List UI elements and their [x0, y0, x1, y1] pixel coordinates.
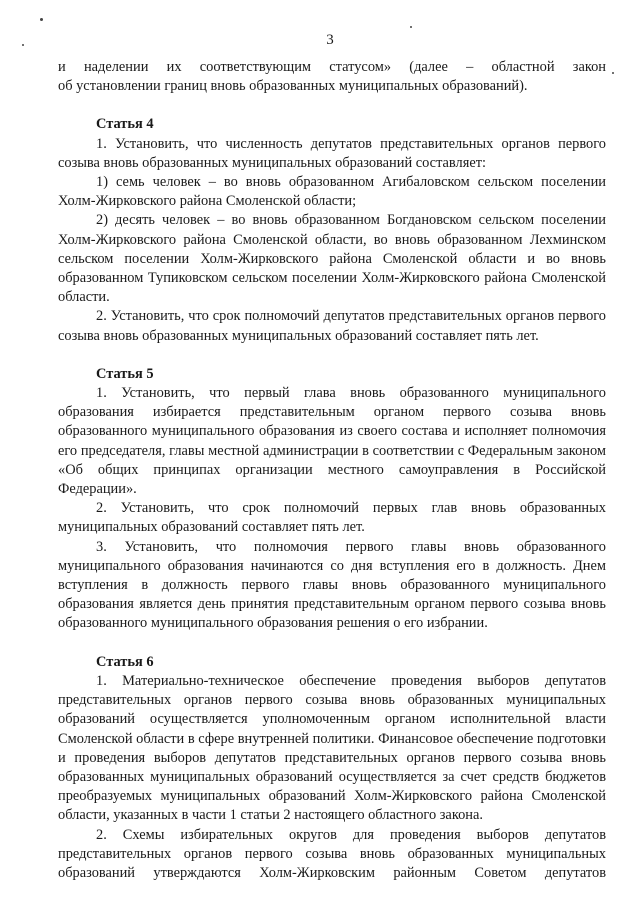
article-4-paragraph: 2. Установить, что срок полномочий депутатов представительных органов первого созыва вновь образованных муниципальных образований составляет пять лет.: [58, 308, 606, 344]
scan-speck: [612, 72, 614, 74]
article-4-heading: Статья 4: [96, 116, 154, 133]
article-4-paragraph: 1) семь человек – во вновь образованном Агибаловском сельском поселении Холм-Жирковского района Смоленской области;: [58, 174, 606, 210]
intro-line-1: и наделении их соответствующим статусом» (далее – областной закон: [58, 59, 606, 75]
article-6-paragraph: 2. Схемы избирательных округов для проведения выборов депутатов представительных органов первого созыва вновь образованных муниципальных образований утверждаются Холм-Жирковским районным Советом депутатов: [58, 826, 606, 881]
scan-speck: [410, 26, 412, 28]
article-5-heading: Статья 5: [96, 365, 154, 382]
article-5-paragraph: 3. Установить, что полномочия первого главы вновь образованного муниципального образования начинаются со дня вступления его в должность. Днем вступления в должность первого главы вновь образованного муниципального образования является день принятия представительным органом первого созыва вновь образованного муниципального образования решения о его избрании.: [58, 538, 606, 632]
page-number: 3: [326, 32, 334, 48]
article-6-paragraph: 1. Материально-техническое обеспечение проведения выборов депутатов представительных органов первого созыва вновь образованных муниципальных образований осуществляется уполномоченным органом исполнительной власти Смоленской области в сфере внутренней политики. Финансовое обеспечение подготовки и проведения выборов депутатов представительных органов первого созыва вновь образованных муниципальных образований осуществляется за счет средств бюджетов преобразуемых муниципальных образований Холм-Жирковского района Смоленской области, указанных в части 1 статьи 2 настоящего областного закона.: [58, 672, 606, 824]
article-5-paragraph: 2. Установить, что срок полномочий первых глав вновь образованных муниципальных образований составляет пять лет.: [58, 500, 606, 536]
scan-speck: [40, 18, 43, 21]
document-body: [58, 58, 606, 883]
article-4-paragraph: 1. Установить, что численность депутатов представительных органов первого созыва вновь образованных муниципальных образований составляет:: [58, 135, 606, 171]
article-5-paragraph: 1. Установить, что первый глава вновь образованного муниципального образования избирается представительным органом первого созыва вновь образованного муниципального образования из своего состава и исполняет полномочия его председателя, главы местной администрации в соответствии с Федеральным законом «Об общих принципах организации местного самоуправления в Российской Федерации».: [58, 385, 606, 498]
article-6-heading: Статья 6: [96, 653, 154, 670]
article-4-paragraph: 2) десять человек – во вновь образованном Богдановском сельском поселении Холм-Жирковского района Смоленской области, во вновь образованном Лехминском сельском поселении Холм-Жирковского района Смоленской области и во вновь образованном Тупиковском сельском поселении Холм-Жирковского района Смоленской области.: [58, 212, 606, 306]
intro-line-2: об установлении границ вновь образованных муниципальных образований).: [58, 78, 528, 95]
